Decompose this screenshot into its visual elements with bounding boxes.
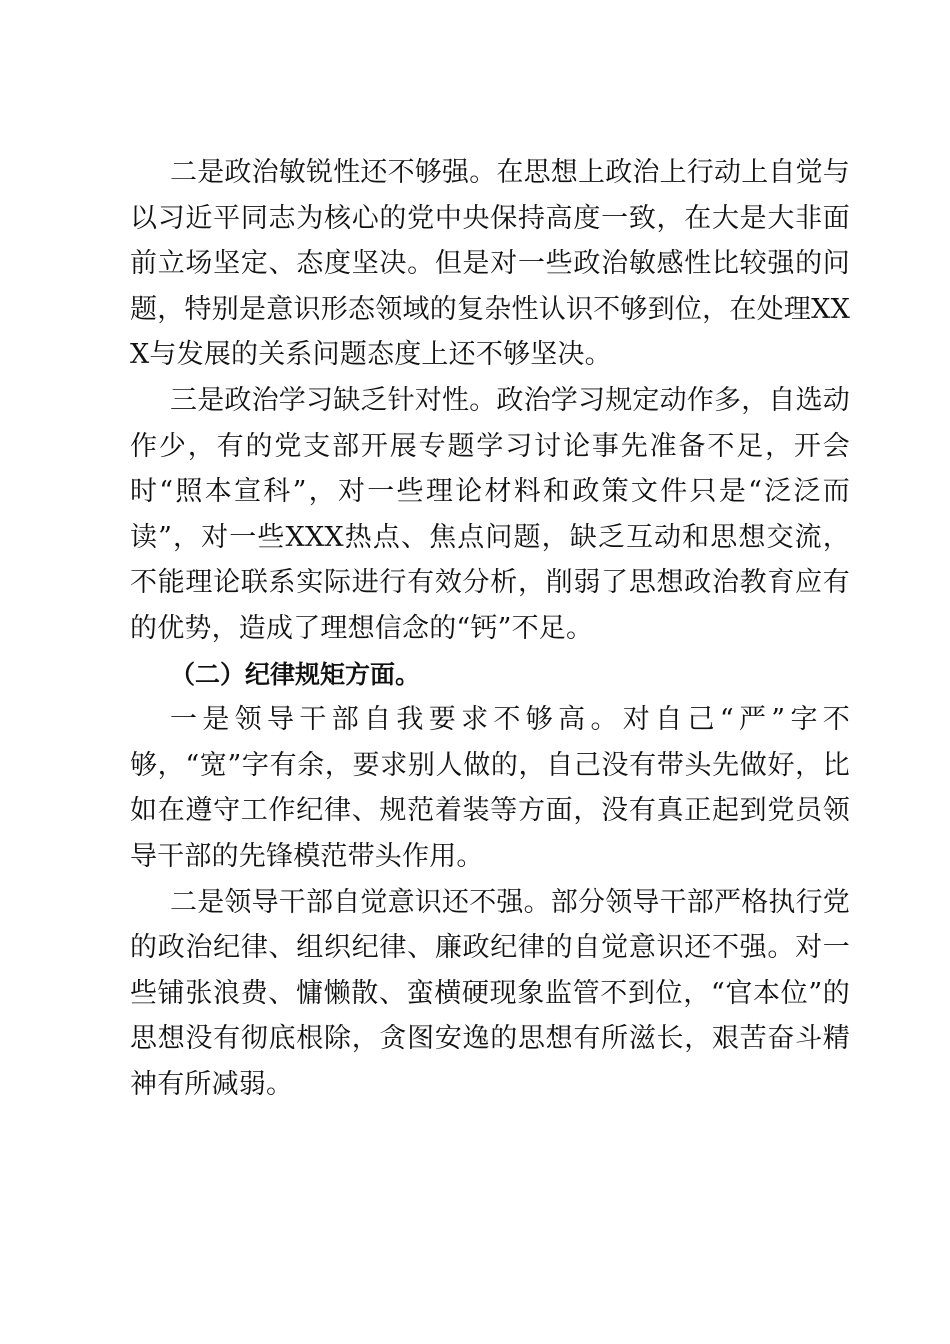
- document-body: [130, 150, 850, 1107]
- paragraph-political-study: 三是政治学习缺乏针对性。政治学习规定动作多，自选动作少，有的党支部开展专题学习讨论事先准备不足，开会时“照本宣科”，对一些理论材料和政策文件只是“泛泛而读”，对一些XXX热点、焦点问题，缺乏互动和思想交流，不能理论联系实际进行有效分析，削弱了思想政治教育应有的优势，造成了理想信念的“钙”不足。: [130, 384, 850, 644]
- section-heading-discipline: （二）纪律规矩方面。: [170, 659, 421, 689]
- paragraph-self-awareness: 二是领导干部自觉意识还不强。部分领导干部严格执行党的政治纪律、组织纪律、廉政纪律的自觉意识还不强。对一些铺张浪费、慵懒散、蛮横硬现象监管不到位，“官本位”的思想没有彻底根除，贪图安逸的思想有所滋长，艰苦奋斗精神有所减弱。: [130, 886, 850, 1100]
- paragraph-political-sensitivity: 二是政治敏锐性还不够强。在思想上政治上行动上自觉与以习近平同志为核心的党中央保持高度一致，在大是大非面前立场坚定、态度坚决。但是对一些政治敏感性比较强的问题，特别是意识形态领域的复杂性认识不够到位，在处理XXX与发展的关系问题态度上还不够坚决。: [130, 157, 850, 371]
- paragraph-self-requirement: 一是领导干部自我要求不够高。对自己“严”字不够，“宽”字有余，要求别人做的，自己没有带头先做好，比如在遵守工作纪律、规范着装等方面，没有真正起到党员领导干部的先锋模范带头作用。: [130, 704, 850, 872]
